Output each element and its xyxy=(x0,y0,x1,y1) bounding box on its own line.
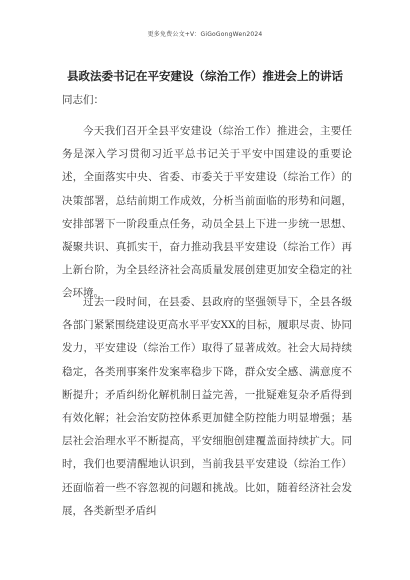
paragraph-2 xyxy=(62,291,352,523)
paragraph-1 xyxy=(62,120,352,306)
header-note: 更多免费公文+V：GiGoGongWen2024 xyxy=(147,31,263,38)
paragraph-text: 今天我们召开全县平安建设（综治工作）推进会，主要任务是深入学习贯彻习近平总书记关于平安中国建设的重要论述，全面落实中央、省委、市委关于平安建设（综治工作）的决策部署，总结前期工作成效，分析当前面临的形势和问题，安排部署下一阶段重点任务，动员全县上下进一步统一思想、凝聚共识、真抓实干，奋力推动我县平安建设（综治工作）再上新台阶，为全县经济社会高质量发展创建更加安全稳定的社会环境。 xyxy=(62,125,352,300)
salutation: 同志们： xyxy=(62,94,104,106)
document-title: 县政法委书记在平安建设（综治工作）推进会上的讲话 xyxy=(67,69,343,83)
paragraph-text: 过去一段时间，在县委、县政府的坚强领导下，全县各级各部门紧紧围绕建设更高水平平安XX的目标，履职尽责、协同发力，平安建设（综治工作）取得了显著成效。社会大局持续稳定，各类刑事案件发案率稳步下降，群众安全感、满意度不断提升；矛盾纠纷化解机制日益完善，一批疑难复杂矛盾得到有效化解；社会治安防控体系更加健全防控能力明显增强；基层社会治理水平不断提高，平安细胞创建覆盖面持续扩大。同时，我们也要清醒地认识到，当前我县平安建设（综治工作）还面临着一些不容忽视的问题和挑战。比如，随着经济社会发展，各类新型矛盾纠 xyxy=(62,296,352,517)
